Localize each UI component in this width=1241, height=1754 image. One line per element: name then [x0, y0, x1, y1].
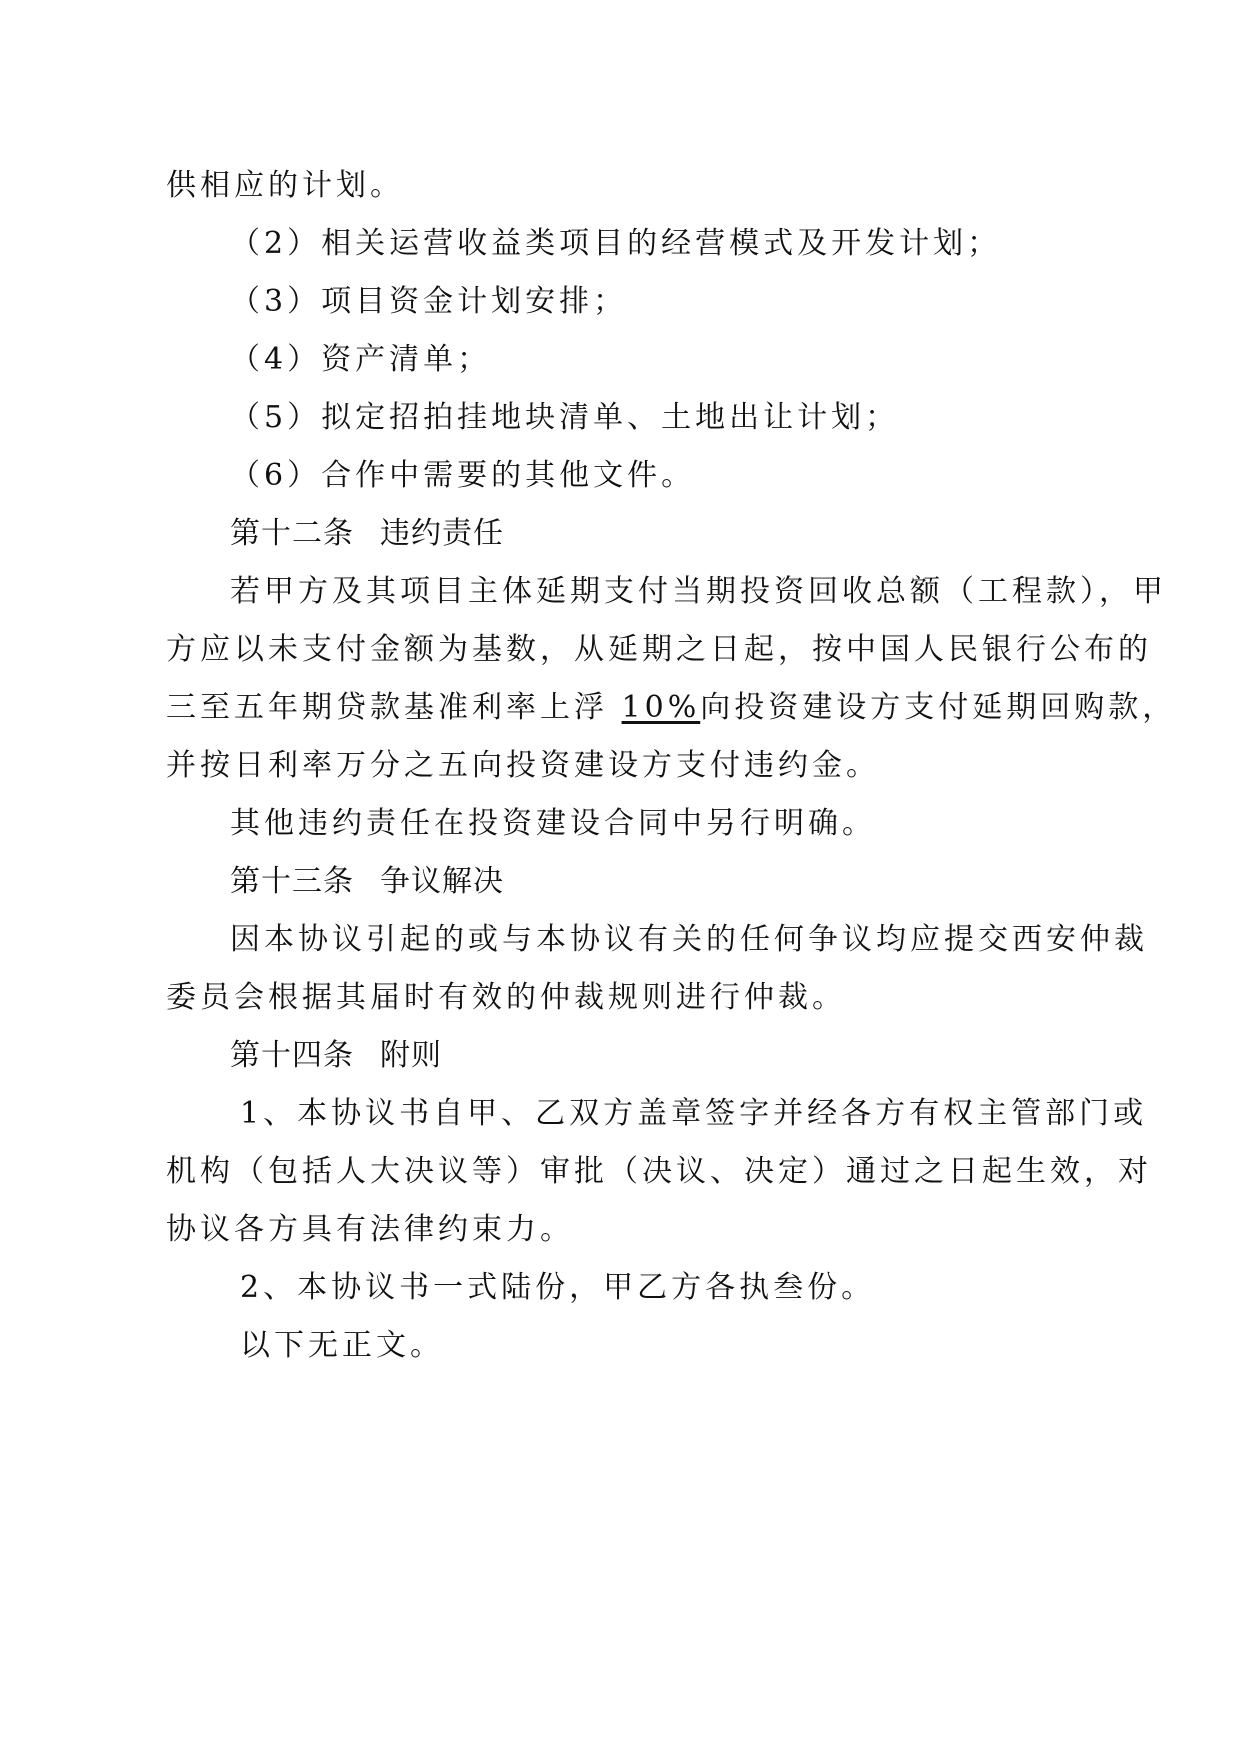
article-12-number: 第十二条 — [230, 516, 354, 551]
article-14-item-2: 2、本协议书一式陆份，甲乙方各执叁份。 — [240, 1270, 876, 1305]
article-14-title: 附则 — [380, 1038, 442, 1073]
list-item-3: （3）项目资金计划安排； — [230, 284, 628, 319]
article-13-text-line-1: 因本协议引起的或与本协议有关的任何争议均应提交西安仲裁 — [230, 922, 1148, 957]
article-12-text-line-1: 若甲方及其项目主体延期支付当期投资回收总额（工程款），甲 — [230, 574, 1167, 609]
article-12-text-para-2: 其他违约责任在投资建设合同中另行明确。 — [230, 806, 876, 841]
list-item-2: （2）相关运营收益类项目的经营模式及开发计划； — [230, 226, 1002, 261]
article-12-text-line-2: 方应以未支付金额为基数，从延期之日起，按中国人民银行公布的 — [166, 632, 1152, 667]
article-14-heading — [230, 1036, 442, 1076]
article-13-text-line-2: 委员会根据其届时有效的仲裁规则进行仲裁。 — [166, 980, 846, 1015]
article-12-text-line-3-post: 向投资建设方支付延期回购款， — [700, 690, 1177, 725]
article-12-text-line-4: 并按日利率万分之五向投资建设方支付违约金。 — [166, 748, 880, 783]
article-13-heading — [230, 862, 504, 902]
article-13-number: 第十三条 — [230, 864, 354, 899]
list-item-4: （4）资产清单； — [230, 342, 492, 377]
article-14-item-1-line-3: 协议各方具有法律约束力。 — [166, 1212, 574, 1247]
article-12-text-line-3 — [166, 688, 1176, 728]
article-12-heading — [230, 514, 504, 554]
list-item-6: （6）合作中需要的其他文件。 — [230, 458, 696, 493]
paragraph-continuation: 供相应的计划。 — [166, 168, 404, 203]
article-12-text-line-3-pre: 三至五年期贷款基准利率上浮 — [166, 690, 622, 725]
article-14-item-1-line-2: 机构（包括人大决议等）审批（决议、决定）通过之日起生效，对 — [166, 1154, 1152, 1189]
end-of-text-note: 以下无正文。 — [240, 1328, 444, 1363]
article-12-title: 违约责任 — [380, 516, 504, 551]
article-13-title: 争议解决 — [380, 864, 504, 899]
list-item-5: （5）拟定招拍挂地块清单、土地出让计划； — [230, 400, 900, 435]
interest-rate-increase: 10% — [621, 690, 701, 725]
article-14-number: 第十四条 — [230, 1038, 354, 1073]
article-14-item-1-line-1: 1、本协议书自甲、乙双方盖章签字并经各方有权主管部门或 — [240, 1096, 1148, 1131]
